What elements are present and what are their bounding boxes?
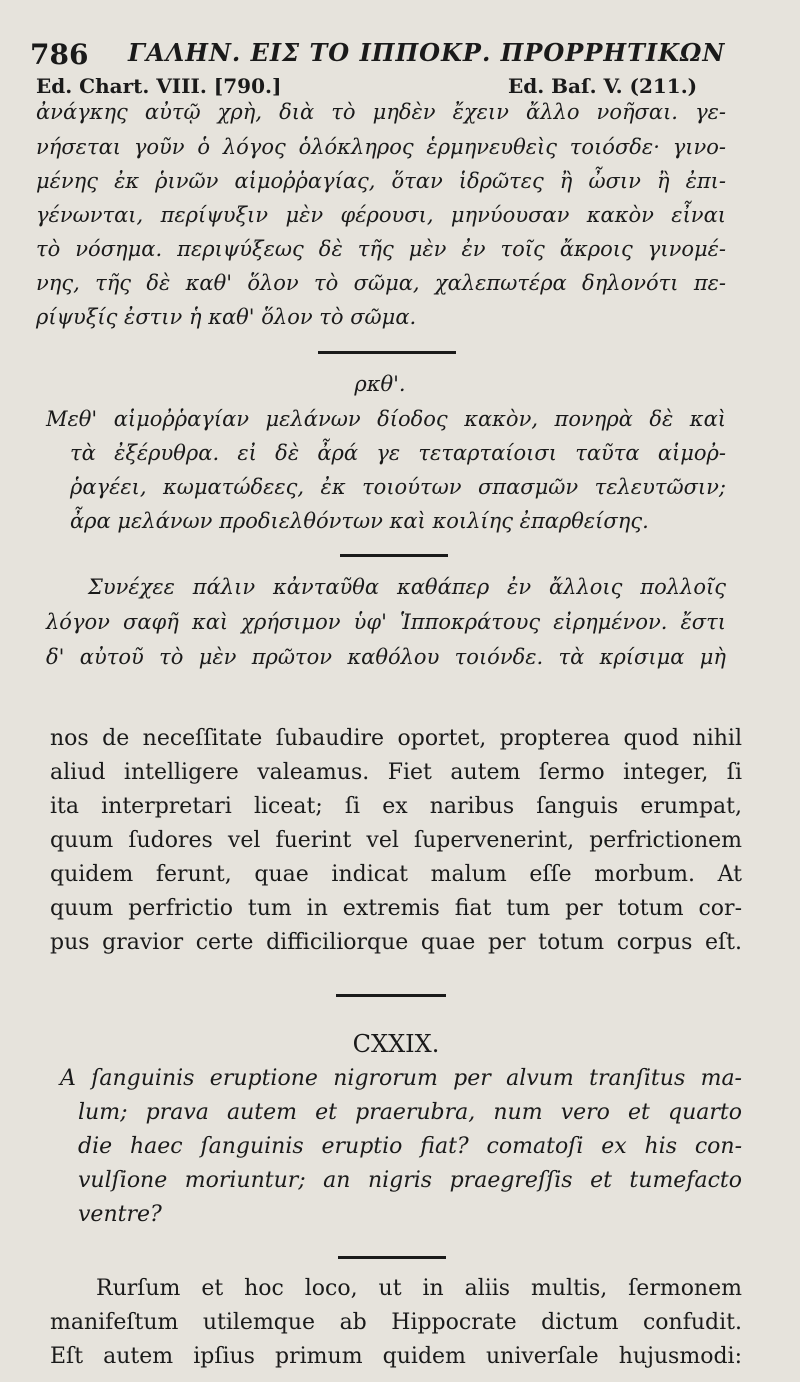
text-line: λόγον σαφῆ καὶ χρήσιμον ὑφ' Ἱπποκράτους εἰρημένον. ἔστι bbox=[46, 610, 726, 634]
divider-rule bbox=[336, 994, 446, 997]
text-line: νης, τῆς δὲ καθ' ὅλον τὸ σῶμα, χαλεπωτέρα δηλονότι πε- bbox=[36, 271, 726, 295]
text-line: quum ſudores vel fuerint vel ſupervenerint, perfrictionem bbox=[50, 828, 742, 853]
page-number: 786 bbox=[30, 38, 89, 71]
text-line: die haec ſanguinis eruptio fiat? comatoſi ex his con- bbox=[78, 1134, 742, 1159]
running-title: ΓΑΛΗΝ. ΕΙΣ ΤΟ ΙΠΠΟΚΡ. ΠΡΟΡΡΗΤΙΚΩΝ bbox=[128, 38, 726, 67]
latin-section-number: CXXIX. bbox=[352, 1030, 440, 1058]
text-line: γένωνται, περίψυξιν μὲν φέρουσι, μηνύουσαν κακὸν εἶναι bbox=[36, 203, 726, 227]
text-line: quidem ferunt, quae indicat malum eſſe morbum. At bbox=[50, 862, 742, 887]
text-line: A ſanguinis eruptione nigrorum per alvum tranſitus ma- bbox=[60, 1066, 742, 1091]
text-line: aliud intelligere valeamus. Fiet autem ſermo integer, ſi bbox=[50, 760, 742, 785]
text-line: νήσεται γοῦν ὁ λόγος ὁλόκληρος ἑρμηνευθεὶς τοιόσδε· γινο- bbox=[36, 135, 726, 159]
text-line: Μεθ' αἱμοῤῥαγίαν μελάνων δίοδος κακὸν, πονηρὰ δὲ καὶ bbox=[46, 407, 726, 431]
text-line: ἀνάγκης αὐτῷ χρὴ, διὰ τὸ μηδὲν ἔχειν ἄλλο νοῆσαι. γε- bbox=[36, 100, 726, 124]
text-line: ventre? bbox=[78, 1202, 162, 1227]
divider-rule bbox=[338, 1256, 446, 1259]
text-line: Eſt autem ipſius primum quidem univerſale hujusmodi: bbox=[50, 1344, 742, 1369]
text-line: Rurſum et hoc loco, ut in aliis multis, ſermonem bbox=[96, 1276, 742, 1301]
text-line: τὰ ἐξέρυθρα. εἰ δὲ ἆρά γε τεταρταίοισι ταῦτα αἱμοῤ- bbox=[70, 441, 726, 465]
text-line: vulſione moriuntur; an nigris praegreſſis et tumefacto bbox=[78, 1168, 742, 1193]
text-line: Συνέχεε πάλιν κἀνταῦθα καθάπερ ἐν ἄλλοις πολλοῖς bbox=[88, 575, 726, 599]
divider-rule bbox=[318, 351, 456, 354]
edition-right: Ed. Baſ. V. (211.) bbox=[508, 74, 698, 98]
text-line: nos de neceſſitate ſubaudire oportet, propterea quod nihil bbox=[50, 726, 742, 751]
text-line: manifeſtum utilemque ab Hippocrate dictum confudit. bbox=[50, 1310, 742, 1335]
text-line: δ' αὐτοῦ τὸ μὲν πρῶτον καθόλου τοιόνδε. τὰ κρίσιμα μὴ bbox=[46, 645, 726, 669]
text-line: μένης ἐκ ῥινῶν αἱμοῤῥαγίας, ὅταν ἱδρῶτες ἢ ὦσιν ἢ ἐπι- bbox=[36, 169, 726, 193]
greek-section-number: ρκθ'. bbox=[354, 372, 406, 396]
text-line: τὸ νόσημα. περιψύξεως δὲ τῆς μὲν ἐν τοῖς ἄκροις γινομέ- bbox=[36, 237, 726, 261]
text-line: ρίψυξίς ἐστιν ἡ καθ' ὅλον τὸ σῶμα. bbox=[36, 305, 417, 329]
text-line: quum perfrictio tum in extremis fiat tum per totum cor- bbox=[50, 896, 742, 921]
divider-rule bbox=[340, 554, 448, 557]
text-line: ita interpretari liceat; ſi ex naribus ſanguis erumpat, bbox=[50, 794, 742, 819]
text-line: lum; prava autem et praerubra, num vero et quarto bbox=[78, 1100, 742, 1125]
text-line: ἆρα μελάνων προδιελθόντων καὶ κοιλίης ἐπαρθείσης. bbox=[70, 509, 649, 533]
text-line: ῥαγέει, κωματώδεες, ἐκ τοιούτων σπασμῶν τελευτῶσιν; bbox=[70, 475, 726, 499]
text-line: pus gravior certe difficiliorque quae per totum corpus eſt. bbox=[50, 930, 742, 955]
edition-left: Ed. Chart. VIII. [790.] bbox=[36, 74, 282, 98]
